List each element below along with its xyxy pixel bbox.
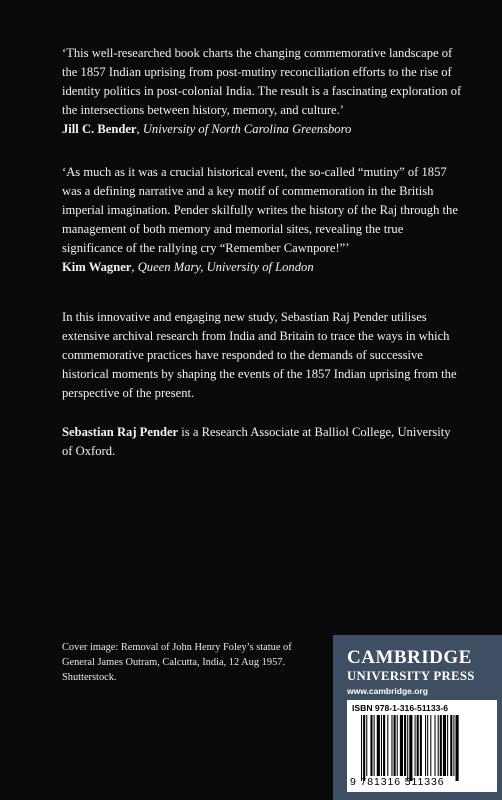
quote-text: ‘As much as it was a crucial historical event, the so-called “mutiny” of 1857 was a defining narrative and a key motif of commemoration in the British imperial imagination. Pender skilfully writes the history of the Raj through the management of both memory and memorial sites, revealing the true significance of the rallying cry “Remember Cawnpore!”’ <box>62 165 458 255</box>
quote-attribution: Kim Wagner, Queen Mary, University of London <box>62 260 314 274</box>
quote-attribution: Jill C. Bender, University of North Carolina Greensboro <box>62 122 352 136</box>
publisher-panel <box>333 635 502 800</box>
attribution-name: Kim Wagner <box>62 260 132 274</box>
publisher-subname: UNIVERSITY PRESS <box>347 669 475 683</box>
isbn-label: ISBN 978-1-316-51133-6 <box>352 703 449 713</box>
book-description: In this innovative and engaging new study, Sebastian Raj Pender utilises extensive archival research from India and Britain to trace the ways in which commemorative practices have responded to the demands of successive historical moments by shaping the events of the 1857 Indian uprising from the perspective of the present. <box>62 310 457 400</box>
barcode <box>347 700 497 792</box>
barcode-digits: 9 781316 511336 <box>350 776 445 788</box>
author-bio <box>62 423 462 461</box>
publisher-url: www.cambridge.org <box>347 686 428 696</box>
author-bio-text: is a Research Associate at Balliol College, University of Oxford. <box>62 425 451 458</box>
endorsement-quote-2 <box>62 163 462 277</box>
publisher-name: CAMBRIDGE <box>347 647 472 668</box>
cover-image-credit: Cover image: Removal of John Henry Foley’s statue of General James Outram, Calcutta, India, 12 Aug 1957. Shutterstock. <box>62 642 292 683</box>
endorsement-quote-1 <box>62 44 462 139</box>
attribution-affiliation: University of North Carolina Greensboro <box>142 122 352 136</box>
author-name: Sebastian Raj Pender <box>62 425 179 439</box>
attribution-name: Jill C. Bender <box>62 122 137 136</box>
quote-text: ‘This well-researched book charts the changing commemorative landscape of the 1857 Indian uprising from post-mutiny reconciliation efforts to the rise of identity politics in post-colonial India. The result is a fascinating exploration of the intersections between history, memory, and culture.’ <box>62 46 462 117</box>
attribution-affiliation: Queen Mary, University of London <box>137 260 314 274</box>
